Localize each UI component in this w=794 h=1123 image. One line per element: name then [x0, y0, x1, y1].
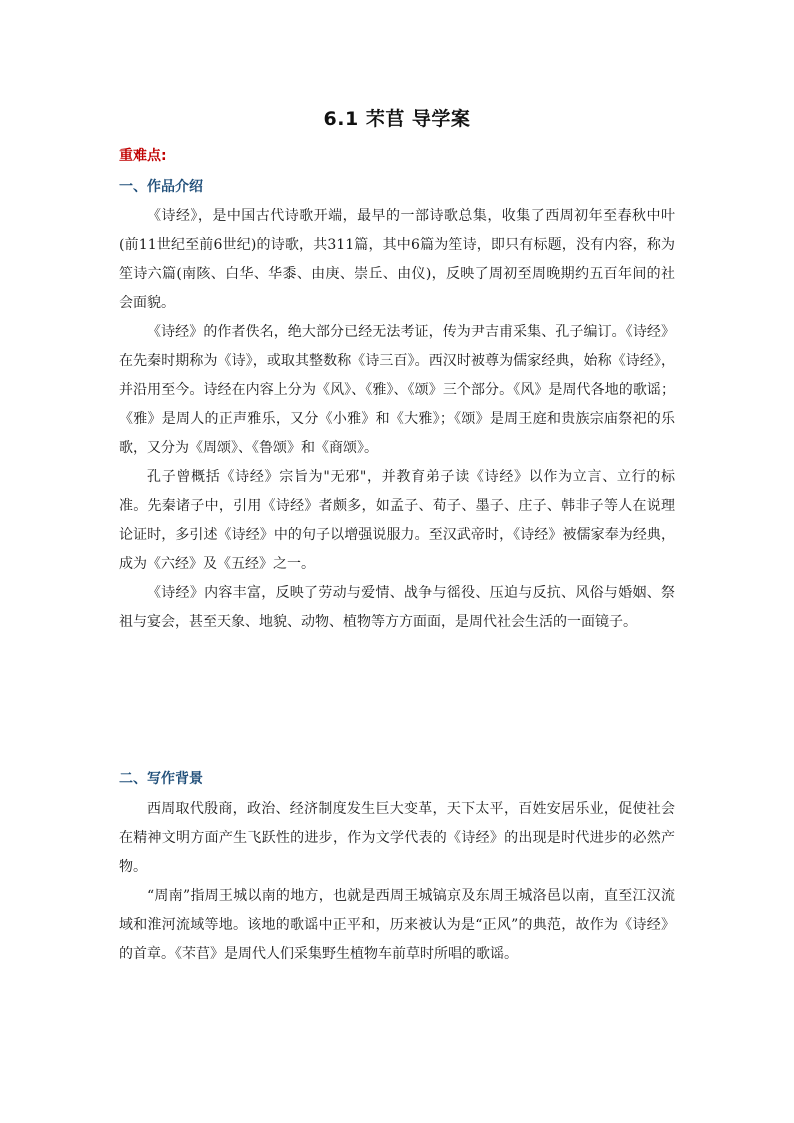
paragraph: “周南”指周王城以南的地方，也就是西周王城镐京及东周王城洛邑以南，直至江汉流域和淮河流域等地。该地的歌谣中正平和，历来被认为是“正风”的典范，故作为《诗经》的首章。《芣苢》是周代人们采集野生植物车前草时所唱的歌谣。: [119, 888, 675, 962]
section-heading-work-intro: 一、作品介绍: [119, 179, 203, 195]
paragraph: 《诗经》，是中国古代诗歌开端，最早的一部诗歌总集，收集了西周初年至春秋中叶(前11世纪至前6世纪)的诗歌，共311篇，其中6篇为笙诗，即只有标题，没有内容，称为笙诗六篇(南陔、白华、华黍、由庚、崇丘、由仪)，反映了周初至周晚期约五百年间的社会面貌。: [119, 208, 675, 311]
section-heading-background: 二、写作背景: [119, 771, 203, 787]
paragraph: 西周取代殷商，政治、经济制度发生巨大变革，天下太平，百姓安居乐业，促使社会在精神文明方面产生飞跃性的进步，作为文学代表的《诗经》的出现是时代进步的必然产物。: [119, 801, 675, 875]
paragraph: 《诗经》内容丰富，反映了劳动与爱情、战争与徭役、压迫与反抗、风俗与婚姻、祭祖与宴会，甚至天象、地貌、动物、植物等方方面面，是周代社会生活的一面镜子。: [119, 585, 675, 630]
paragraph: 孔子曾概括《诗经》宗旨为"无邪"，并教育弟子读《诗经》以作为立言、立行的标准。先秦诸子中，引用《诗经》者颇多，如孟子、荀子、墨子、庄子、韩非子等人在说理论证时，多引述《诗经》中的句子以增强说服力。至汉武帝时，《诗经》被儒家奉为经典，成为《六经》及《五经》之一。: [119, 469, 675, 572]
key-points-label: 重难点:: [119, 148, 167, 164]
document-title: 6.1 芣苢 导学案: [323, 108, 471, 130]
section-body-background: [119, 795, 675, 969]
section-body-work-intro: [119, 202, 675, 637]
paragraph: 《诗经》的作者佚名，绝大部分已经无法考证，传为尹吉甫采集、孔子编订。《诗经》在先秦时期称为《诗》，或取其整数称《诗三百》。西汉时被尊为儒家经典，始称《诗经》，并沿用至今。诗经在内容上分为《风》、《雅》、《颂》三个部分。《风》是周代各地的歌谣；《雅》是周人的正声雅乐，又分《小雅》和《大雅》；《颂》是周王庭和贵族宗庙祭祀的乐歌，又分为《周颂》、《鲁颂》和《商颂》。: [119, 324, 675, 456]
